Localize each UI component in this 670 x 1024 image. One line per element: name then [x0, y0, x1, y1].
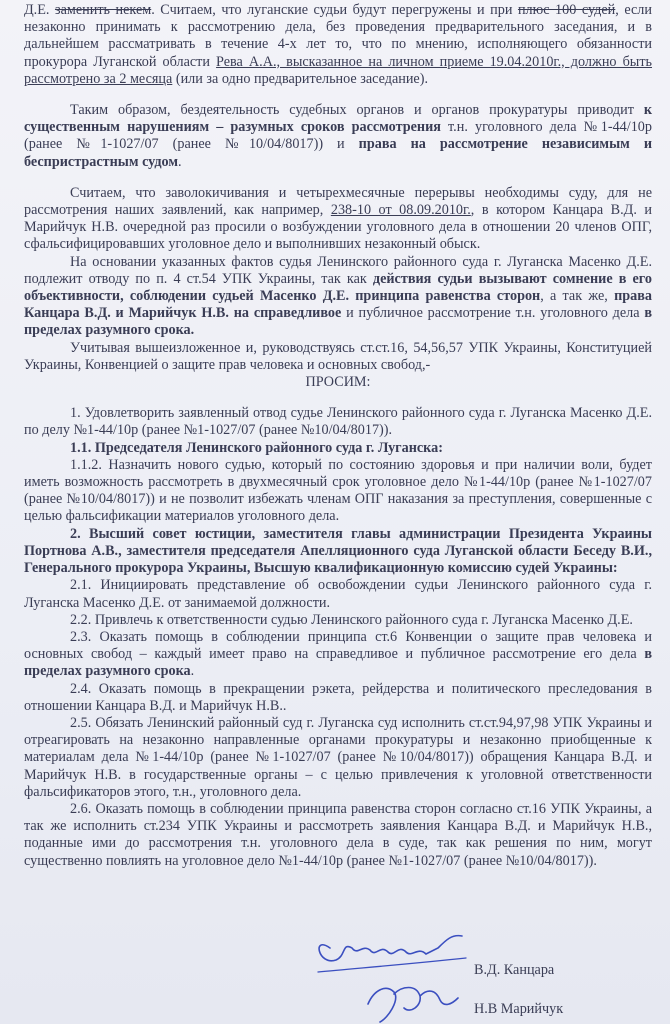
- bold-text: действия судьи вызывают сомнение в его объективности, соблюдении судьей Масенко Д.Е. принципа равенства сторон: [24, 270, 652, 305]
- paragraph-3: [24, 185, 652, 254]
- request-2: [24, 526, 652, 578]
- request-1: 1. Удовлетворить заявленный отвод судье Ленинского районного суда г. Луганска Масенко Д.Е. по делу №1-44/10р (ранее №1-1027/07 (ранее №10/04/8017)).: [24, 405, 652, 439]
- text-fragment: . Считаем, что луганские судьи будут перегружены и при: [151, 2, 518, 18]
- text-fragment: .: [190, 663, 195, 680]
- text-fragment: На основании указанных фактов судья Ленинского районного суда г. Луганска Масенко Д.Е. подлежит отводу по п. 4 ст.54 УПК Украины, так как: [24, 253, 652, 287]
- bold-text: в пределах разумного срока: [24, 646, 652, 680]
- text-fragment: Считаем, что заволокичивания и четырехмесячные перерывы необходимы суду, для не рассмотрения наших заявлений, как например,: [24, 184, 652, 219]
- bold-text: к существенным нарушениям – разумных сроков рассмотрения: [24, 102, 652, 136]
- request-2-3: [24, 629, 652, 681]
- request-1-1: [24, 440, 652, 457]
- request-2-6: 2.6. Оказать помощь в соблюдении принципа равенства сторон согласно ст.16 УПК Украины, а так же исполнить ст.234 УПК Украины и рассмотреть заявления Канцара В.Д. и Марийчук Н.В., поданные ими до рассмотрения т.н. уголовного дела в суде, так как решения по ним, могут существенно повлиять на уголовное дело №1-44/10р (ранее №1-1027/07 (ранее №10/04/8017)).: [24, 800, 652, 869]
- struck-text: заменить некем: [54, 2, 152, 18]
- signature-kantsara: [319, 936, 462, 961]
- text-fragment: т.н. уголовного дела №1-44/10р (ранее №1-1027/07 (ранее №10/04/8017)) и: [24, 119, 652, 153]
- paragraph-1: [24, 2, 652, 88]
- paragraph-5: Учитывая вышеизложенное и, руководствуясь ст.ст.16, 54,56,57 УПК Украины, Конституцией Украины, Конвенцией о защите прав человека и основных свобод,-: [24, 339, 652, 373]
- text-fragment: Д.Е.: [24, 2, 55, 18]
- text-fragment: (или за одно предварительное заседание).: [172, 70, 428, 87]
- document-body: [24, 2, 652, 870]
- struck-text: плюс 100 судей: [517, 2, 616, 18]
- bold-text: в пределах разумного срока.: [24, 305, 652, 339]
- underlined-text: 238-10 от 08.09.2010г.: [330, 202, 471, 219]
- request-1-1-2: 1.1.2. Назначить нового судью, который по состоянию здоровья и при наличии воли, будет иметь возможность рассмотреть в двухмесячный срок уголовное дело №1-44/10р (ранее №1-1027/07 (ранее №10/04/8017)) и не позволит избежать членам ОПГ наказания за преступления, совершенные с целью фальсификации материалов уголовного дела.: [24, 456, 652, 525]
- text-fragment: , в котором Канцара В.Д. и Марийчук Н.В. очередной раз просили о возбуждении уголовного дела в отношении 20 членов ОПГ, сфальсифицировавших уголовное дело и выполнивших незаконный обыск.: [24, 202, 652, 253]
- text-fragment: Таким образом, бездеятельность судебных органов и органов прокуратуры приводит: [70, 102, 644, 119]
- request-2-2: 2.2. Привлечь к ответственности судью Ленинского районного суда г. Луганска Масенко Д.Е.: [70, 611, 633, 628]
- text-fragment: 2.3. Оказать помощь в соблюдении принципа ст.6 Конвенции о защите прав человека и основных свобод – каждый имеет право на справедливое и публичное рассмотрение его дела: [24, 628, 652, 663]
- text-fragment: и публичное рассмотрение т.н. уголовного дела: [341, 305, 645, 322]
- signer-kantsara: В.Д. Канцара: [474, 962, 555, 978]
- paragraph-2: [24, 102, 652, 171]
- signature-kantsara-underline: [318, 958, 466, 972]
- paragraph-4: [24, 254, 652, 340]
- signer-mariichuk: Н.В Марийчук: [474, 1001, 564, 1017]
- request-2-5: 2.5. Обязать Ленинский районный суд г. Луганска суд исполнить ст.ст.94,97,98 УПК Украины и отреагировать на незаконно направленные органами прокуратуры и незаконно приобщенные к материалам дела №1-44/10р (ранее №1-1027/07 (ранее №10/04/8017)) обращения Канцара В.Д. и Марийчук Н.В. в государственные органы – с целью привлечения к уголовной ответственности фальсификаторов этого, т.н., уголовного дела.: [24, 714, 652, 800]
- underlined-text: Рева А.А., высказанное на личном приеме 19.04.2010г., должно быть рассмотрено за 2 месяца: [24, 53, 653, 87]
- text-fragment: , а так же,: [540, 288, 615, 305]
- signature-mariichuk: [368, 988, 458, 1023]
- bold-text: права на рассмотрение независимым и беспристрастным судом: [24, 136, 652, 170]
- request-2-4: 2.4. Оказать помощь в прекращении рэкета, рейдерства и политического преследования в отношении Канцара В.Д. и Марийчук Н.В..: [24, 680, 652, 714]
- text-fragment: .: [178, 153, 182, 170]
- request-2-1: 2.1. Инициировать представление об освобождении судьи Ленинского районного суда г. Луганска Масенко Д.Е. от занимаемой должности.: [24, 577, 652, 611]
- bold-text: 1.1. Председателя Ленинского районного суда г. Луганска:: [70, 439, 443, 456]
- bold-text: права Канцара В.Д. и Марийчук Н.В. на справедливое: [24, 288, 652, 322]
- bold-text: 2. Высший совет юстиции, заместителя главы администрации Президента Украины Портнова А.В., заместителя председателя Апелляционного суда Луганской области Беседу В.И., Генерального прокурора Украины, Высшую квалификационную комиссию судей Украины:: [24, 525, 652, 577]
- prosim-heading: ПРОСИМ:: [305, 374, 371, 391]
- text-fragment: , если незаконно принимать к рассмотрению дела, без проведения предварительного заседания, и в дальнейшем рассматривать в течение 4-х лет то, что по мнению, исполняющего обязанности прокурора Луганской области: [24, 2, 652, 70]
